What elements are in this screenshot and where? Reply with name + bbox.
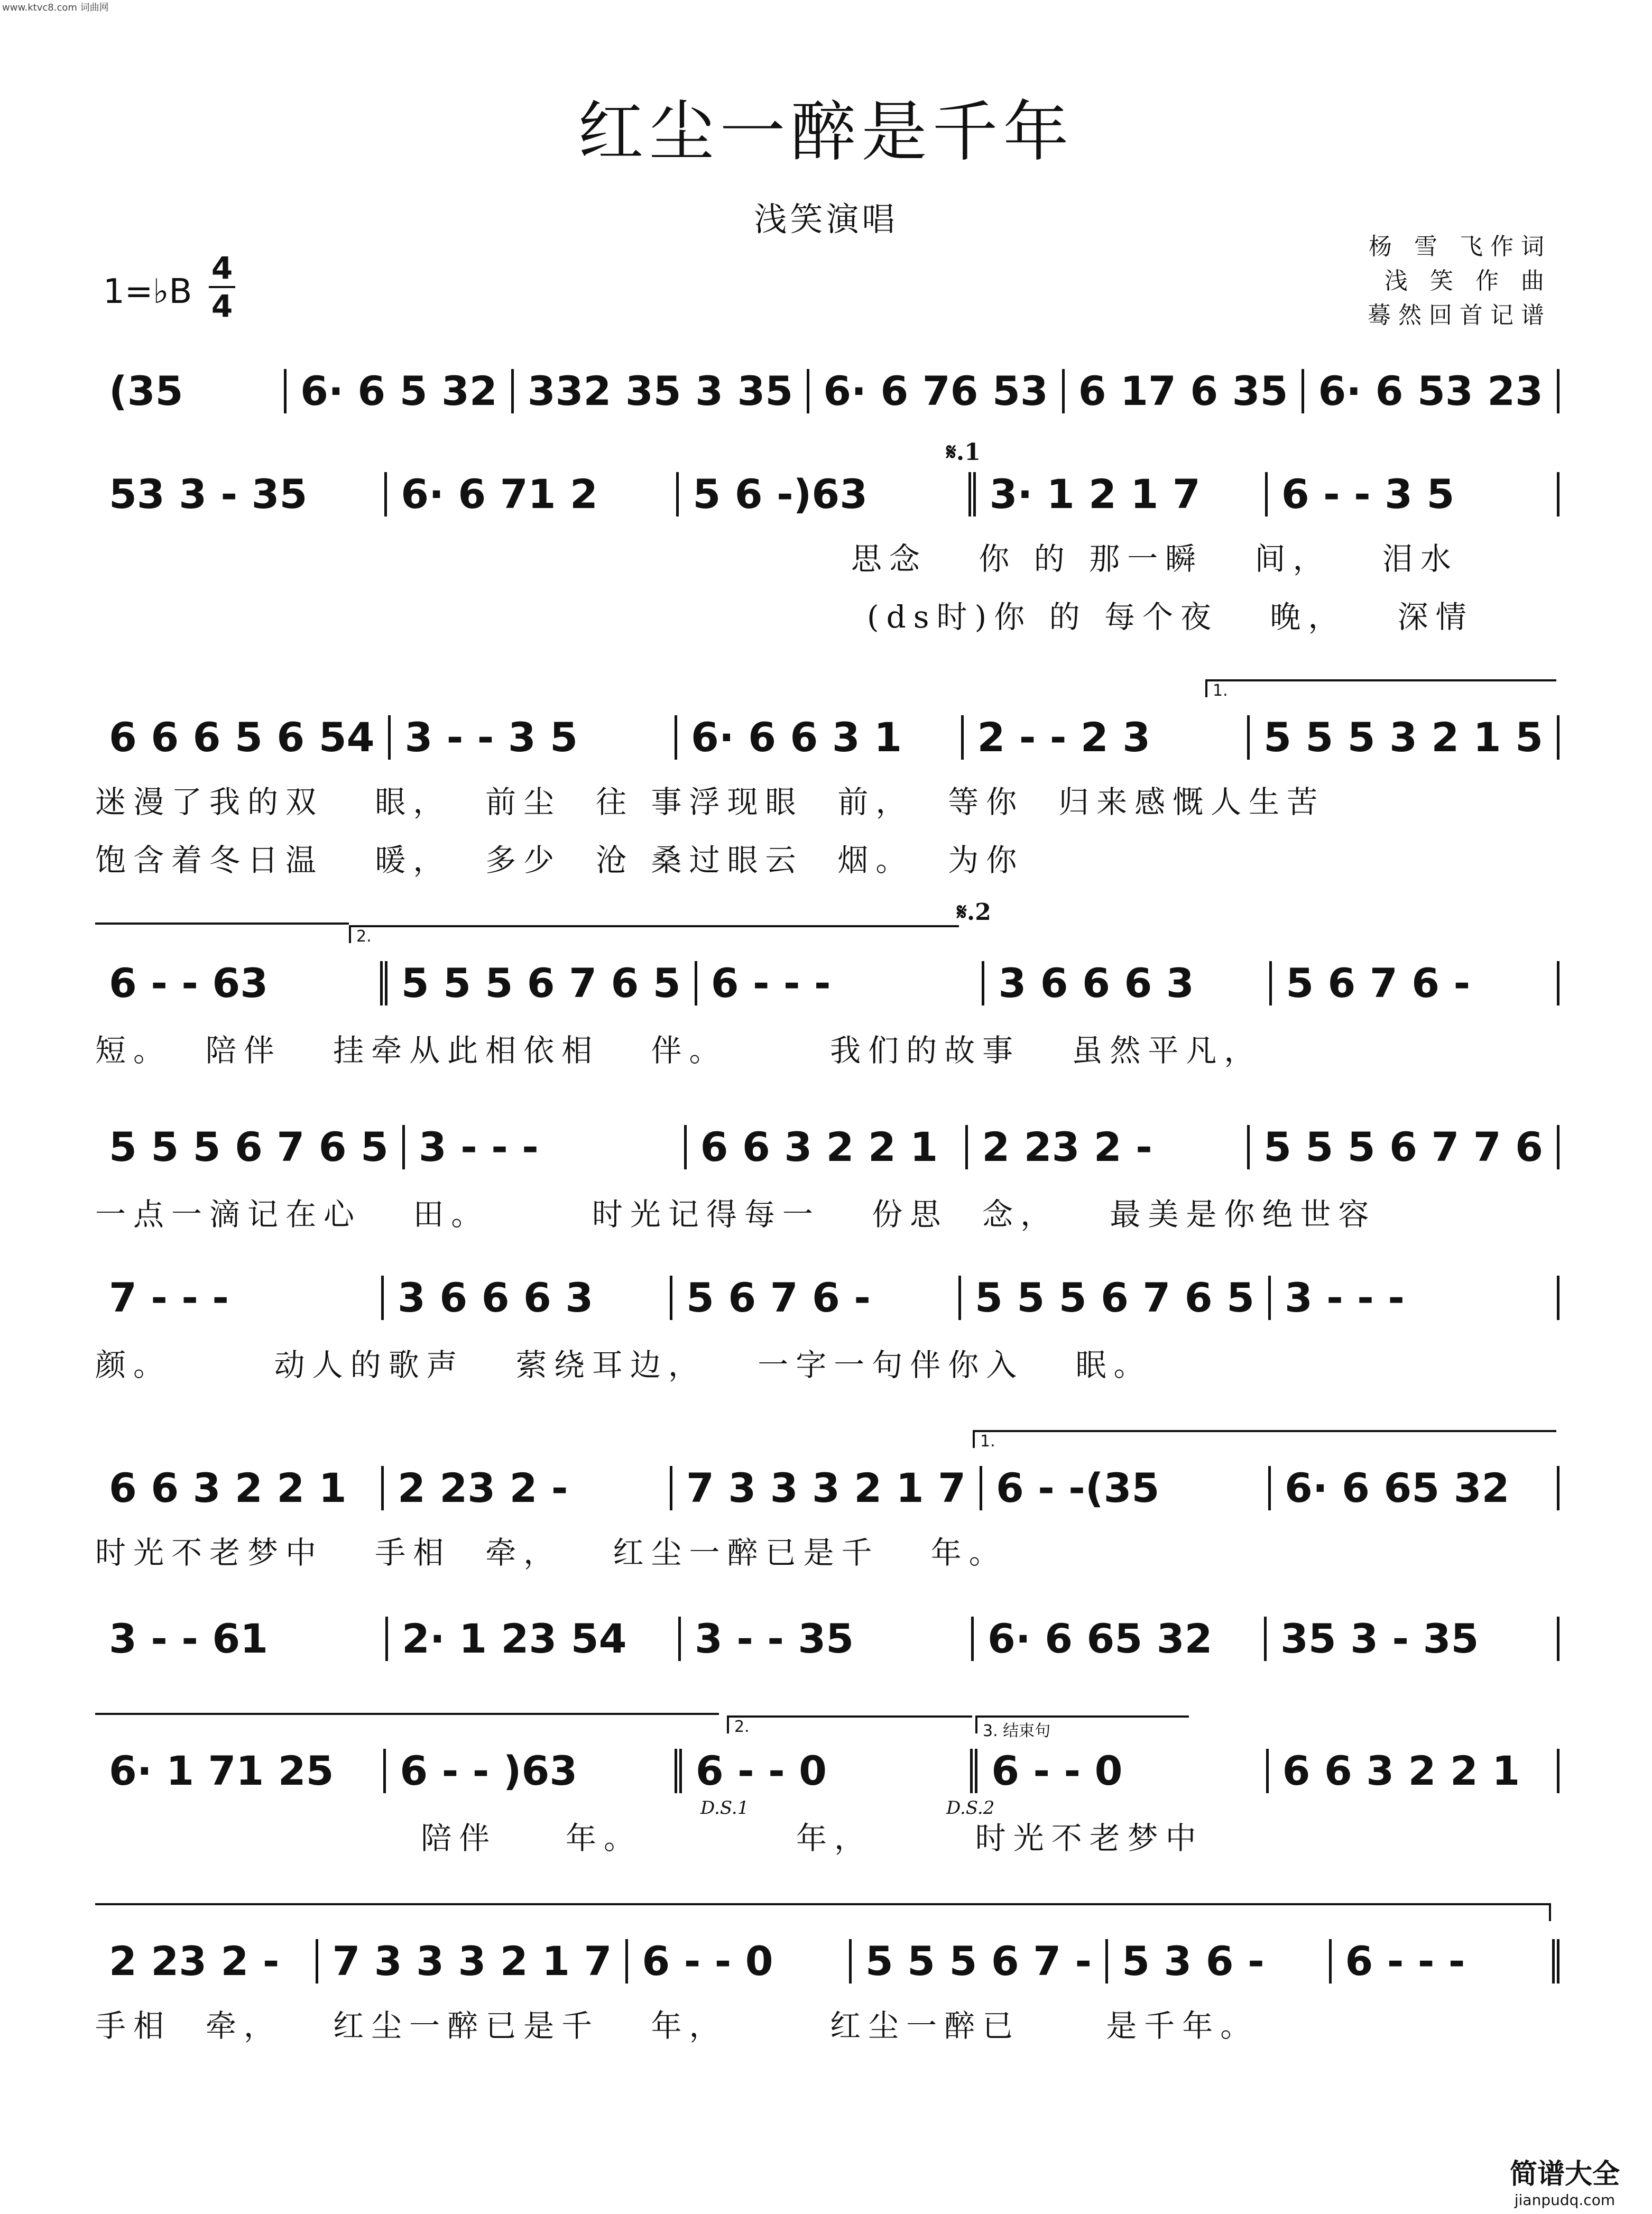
measure: 6 6 3 2 2 1 xyxy=(1282,1747,1520,1794)
measure: 6· 1 71 25 xyxy=(109,1747,334,1794)
measure: 6 - - - xyxy=(1345,1938,1465,1985)
lyric-line: 饱含着冬日温 暖， 多少 沧 桑过眼云 烟。 为你 xyxy=(95,842,1025,878)
barline xyxy=(1557,1617,1559,1661)
ds2-marker: D.S.2 xyxy=(946,1797,995,1819)
measure: 7 3 3 3 2 1 7 xyxy=(686,1464,966,1511)
singer: 浅笑演唱 xyxy=(754,200,898,238)
notation-row xyxy=(95,714,1559,761)
measure: 2· 1 23 54 xyxy=(402,1615,627,1662)
measure: 5 5 5 6 7 6 5 xyxy=(109,1123,389,1170)
measure: 2 - - 2 3 xyxy=(977,714,1151,761)
measure: 6 - - 0 xyxy=(991,1747,1123,1794)
measure: 3 - - - xyxy=(1284,1274,1405,1321)
volta-1-second-continuation xyxy=(95,1713,719,1731)
measure: 7 - - - xyxy=(109,1274,229,1321)
notation-row xyxy=(95,1123,1559,1170)
barline xyxy=(1557,1466,1559,1510)
repeat-end-barline xyxy=(380,961,387,1005)
measure: 6· 6 53 23 xyxy=(1318,367,1543,414)
volta-1-second-bracket xyxy=(973,1430,1556,1451)
measure: 3 - - 61 xyxy=(109,1615,269,1662)
site-watermark: www.ktvc8.com 词曲网 xyxy=(2,2,109,13)
barline xyxy=(1557,1125,1559,1169)
lyric-line: 颜。 动人的歌声 萦绕耳边， 一字一句伴你入 眠。 xyxy=(95,1347,1152,1383)
time-signature-top: 4 xyxy=(211,250,233,286)
lyric-line: 迷漫了我的双 眼， 前尘 往 事浮现眼 前， 等你 归来感慨人生苦 xyxy=(95,784,1325,820)
measure: 6 - - 0 xyxy=(642,1938,773,1985)
site-logo xyxy=(1493,2152,1636,2209)
measure: 5 5 5 6 7 6 5 xyxy=(401,960,681,1007)
volta-1-second-label: 1. xyxy=(980,1432,995,1451)
measure: 3 6 6 6 3 xyxy=(998,960,1194,1007)
measure: 2 23 2 - xyxy=(982,1123,1152,1170)
measure: 3· 1 2 1 7 xyxy=(989,471,1201,518)
logo-url: jianpudq.com xyxy=(1514,2191,1616,2209)
measure: 6 - - 3 5 xyxy=(1281,471,1455,518)
notation-row xyxy=(95,1464,1559,1511)
measure: 5 3 6 - xyxy=(1122,1938,1265,1985)
lyric-line: 时光不老梦中 手相 牵， 红尘一醉已是千 年。 xyxy=(95,1535,1007,1571)
repeat-start-barline xyxy=(968,472,976,516)
key-signature: 1=♭B xyxy=(103,272,192,311)
notation-row xyxy=(95,960,1559,1007)
double-barline xyxy=(675,1749,682,1793)
measure: 3 6 6 6 3 xyxy=(398,1274,594,1321)
logo-name: 简谱大全 xyxy=(1509,2158,1620,2190)
measure: 3 - - 35 xyxy=(695,1615,854,1662)
volta-3-label: 3. 结束句 xyxy=(983,1722,1051,1740)
measure: 5 6 7 6 - xyxy=(686,1274,871,1321)
measure: 6 - - 0 xyxy=(695,1747,827,1794)
barline xyxy=(1557,472,1559,516)
segno-2-marker: 𝄋.2 xyxy=(957,899,991,926)
measure: (35 xyxy=(109,367,183,414)
measure: 5 5 5 6 7 7 6 xyxy=(1263,1123,1543,1170)
lyricist-credit: 杨 雪 飞作词 xyxy=(1369,233,1552,260)
ds1-marker: D.S.1 xyxy=(700,1797,749,1819)
volta-1-label: 1. xyxy=(1213,681,1228,700)
lyric-line: (ds时)你 的 每个夜 晚， 深情 xyxy=(867,599,1474,635)
measure: 6 - - )63 xyxy=(400,1747,578,1794)
transcriber-credit: 蓦然回首记谱 xyxy=(1368,302,1552,329)
volta-2-bracket xyxy=(349,925,959,946)
time-signature-bottom: 4 xyxy=(211,288,233,324)
measure: 5 5 5 6 7 6 5 xyxy=(975,1274,1254,1321)
notation-row xyxy=(95,1747,1559,1794)
measure: 6· 6 6 3 1 xyxy=(691,714,902,761)
measure: 6· 6 71 2 xyxy=(401,471,598,518)
notation-row xyxy=(95,367,1559,414)
coda-bracket xyxy=(95,1903,1551,1921)
measure: 3 - - - xyxy=(418,1123,539,1170)
barline xyxy=(1557,1276,1559,1320)
measure: 5 6 7 6 - xyxy=(1286,960,1471,1007)
barline xyxy=(1557,715,1559,760)
lyric-line: 短。 陪伴 挂牵从此相依相 伴。 我们的故事 虽然平凡， xyxy=(95,1032,1262,1068)
notation-row xyxy=(95,1274,1559,1321)
measure: 2 23 2 - xyxy=(398,1464,568,1511)
final-barline xyxy=(1552,1939,1559,1984)
measure: 6 - - 63 xyxy=(109,960,269,1007)
volta-3-bracket xyxy=(975,1715,1189,1740)
volta-1-continuation xyxy=(95,923,349,940)
lyric-line: 手相 牵， 红尘一醉已是千 年， 红尘一醉已 是千年。 xyxy=(95,2008,1259,2044)
measure: 6 17 6 35 xyxy=(1078,367,1288,414)
notation-row xyxy=(95,471,1559,518)
barline xyxy=(1557,1749,1559,1793)
song-title: 红尘一醉是千年 xyxy=(578,94,1074,170)
measure: 53 3 - 35 xyxy=(109,471,308,518)
volta-2-second-bracket xyxy=(727,1715,972,1736)
segno-1-marker: 𝄋.1 xyxy=(946,439,981,466)
notation-row xyxy=(95,1615,1559,1662)
composer-credit: 浅 笑 作 曲 xyxy=(1385,267,1552,294)
volta-1-bracket xyxy=(1205,679,1556,700)
measure: 6 6 6 5 6 54 xyxy=(109,714,375,761)
measure: 6· 6 76 53 xyxy=(823,367,1048,414)
measure: 5 6 -)63 xyxy=(693,471,868,518)
volta-2-second-label: 2. xyxy=(734,1718,750,1736)
measure: 2 23 2 - xyxy=(109,1938,280,1985)
measure: 6 - -(35 xyxy=(995,1464,1160,1511)
measure: 35 3 - 35 xyxy=(1280,1615,1479,1662)
measure: 332 35 3 35 xyxy=(527,367,793,414)
measure: 7 3 3 3 2 1 7 xyxy=(332,1938,612,1985)
measure: 3 - - 3 5 xyxy=(404,714,578,761)
measure: 6 6 3 2 2 1 xyxy=(109,1464,347,1511)
time-signature xyxy=(209,251,235,323)
barline xyxy=(1557,961,1559,1005)
barline xyxy=(1557,369,1559,413)
volta-2-label: 2. xyxy=(356,927,372,946)
lyric-line: 一点一滴记在心 田。 时光记得每一 份思 念， 最美是你绝世容 xyxy=(95,1196,1377,1232)
measure: 6 - - - xyxy=(710,960,831,1007)
notation-row xyxy=(95,1938,1559,1985)
measure: 6 6 3 2 2 1 xyxy=(700,1123,938,1170)
measure: 6· 6 5 32 xyxy=(300,367,497,414)
measure: 5 5 5 6 7 - xyxy=(865,1938,1092,1985)
double-barline xyxy=(970,1749,977,1793)
measure: 5 5 5 3 2 1 5 xyxy=(1263,714,1543,761)
lyric-line: 思念 你 的 那一瞬 间， 泪水 xyxy=(851,541,1459,577)
measure: 6· 6 65 32 xyxy=(1284,1464,1510,1511)
lyric-line: 陪伴 年。 年， 时光不老梦中 xyxy=(95,1820,1204,1856)
measure: 6· 6 65 32 xyxy=(987,1615,1213,1662)
